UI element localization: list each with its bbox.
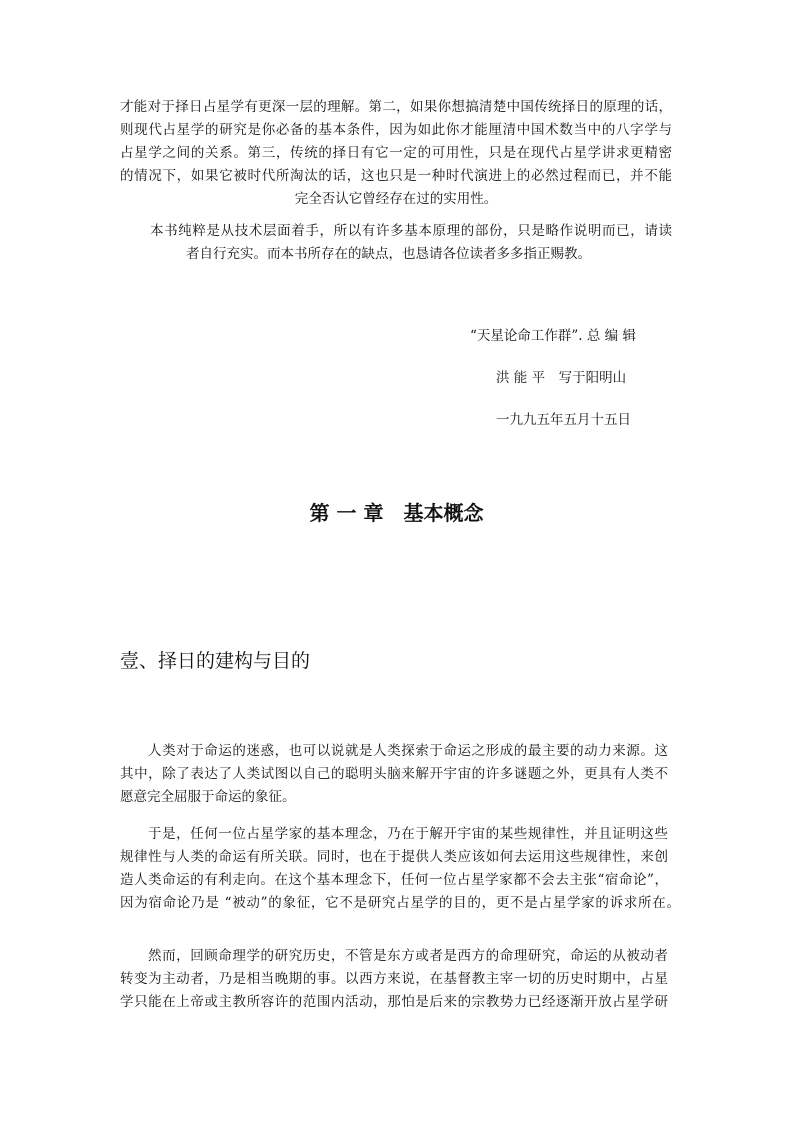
text-line: 于是，任何一位占星学家的基本理念，乃在于解开宇宙的某些规律性，并且证明这些: [148, 826, 668, 842]
text-line: 人类对于命运的迷惑，也可以说就是人类探索于命运之形成的最主要的动力来源。这: [148, 743, 668, 759]
text-line: 造人类命运的有利走向。在这个基本理念下，任何一位占星学家都不会去主张“宿命论”，: [120, 872, 668, 888]
section-paragraph-3: [120, 945, 668, 1014]
text-line: 完全否认它曾经存在过的实用性。: [294, 191, 498, 207]
text-line: 因为宿命论乃是 “被动”的象征，它不是研究占星学的目的，更不是占星学家的诉求所在。: [120, 895, 680, 911]
intro-paragraph-1: [120, 96, 672, 211]
signature-group: “天星论命工作群”. 总 编 辑: [470, 328, 636, 344]
intro-paragraph-2: [150, 220, 672, 266]
section-paragraph-1: [120, 740, 668, 809]
text-line: 者自行充实。而本书所存在的缺点，也恳请各位读者多多指正赐教。: [186, 246, 591, 262]
section-paragraph-2: [120, 823, 680, 915]
signature-author: 洪 能 平 写于阳明山: [496, 370, 627, 386]
text-line: 规律性与人类的命运有所关联。同时，也在于提供人类应该如何去运用这些规律性，来创: [120, 849, 668, 865]
signature-date: 一九九五年五月十五日: [496, 412, 631, 428]
text-line: 本书纯粹是从技术层面着手，所以有许多基本原理的部份，只是略作说明而已，请读: [150, 223, 672, 239]
section-title: 壹、择日的建构与目的: [120, 650, 311, 672]
text-line: 其中，除了表达了人类试图以自己的聪明头脑来解开宇宙的许多谜题之外，更具有人类不: [120, 766, 668, 782]
text-line: 的情况下，如果它被时代所淘汰的话，这也只是一种时代演进上的必然过程而已，并不能: [120, 168, 672, 184]
text-line: 然而，回顾命理学的研究历史，不管是东方或者是西方的命理研究，命运的从被动者: [148, 948, 668, 964]
text-line: 占星学之间的关系。第三，传统的择日有它一定的可用性，只是在现代占星学讲求更精密: [120, 145, 672, 161]
text-line: 愿意完全屈服于命运的象征。: [120, 789, 296, 805]
text-line: 转变为主动者，乃是相当晚期的事。以西方来说，在基督教主宰一切的历史时期中，占星: [120, 971, 668, 987]
text-line: 才能对于择日占星学有更深一层的理解。第二，如果你想搞清楚中国传统择日的原理的话，: [120, 99, 672, 115]
chapter-title: 第 一 章 基本概念: [309, 501, 484, 525]
text-line: 则现代占星学的研究是你必备的基本条件，因为如此你才能厘清中国术数当中的八字学与: [120, 122, 672, 138]
text-line: 学只能在上帝或主教所容许的范围内活动，那怕是后来的宗教势力已经逐渐开放占星学研: [120, 994, 668, 1010]
